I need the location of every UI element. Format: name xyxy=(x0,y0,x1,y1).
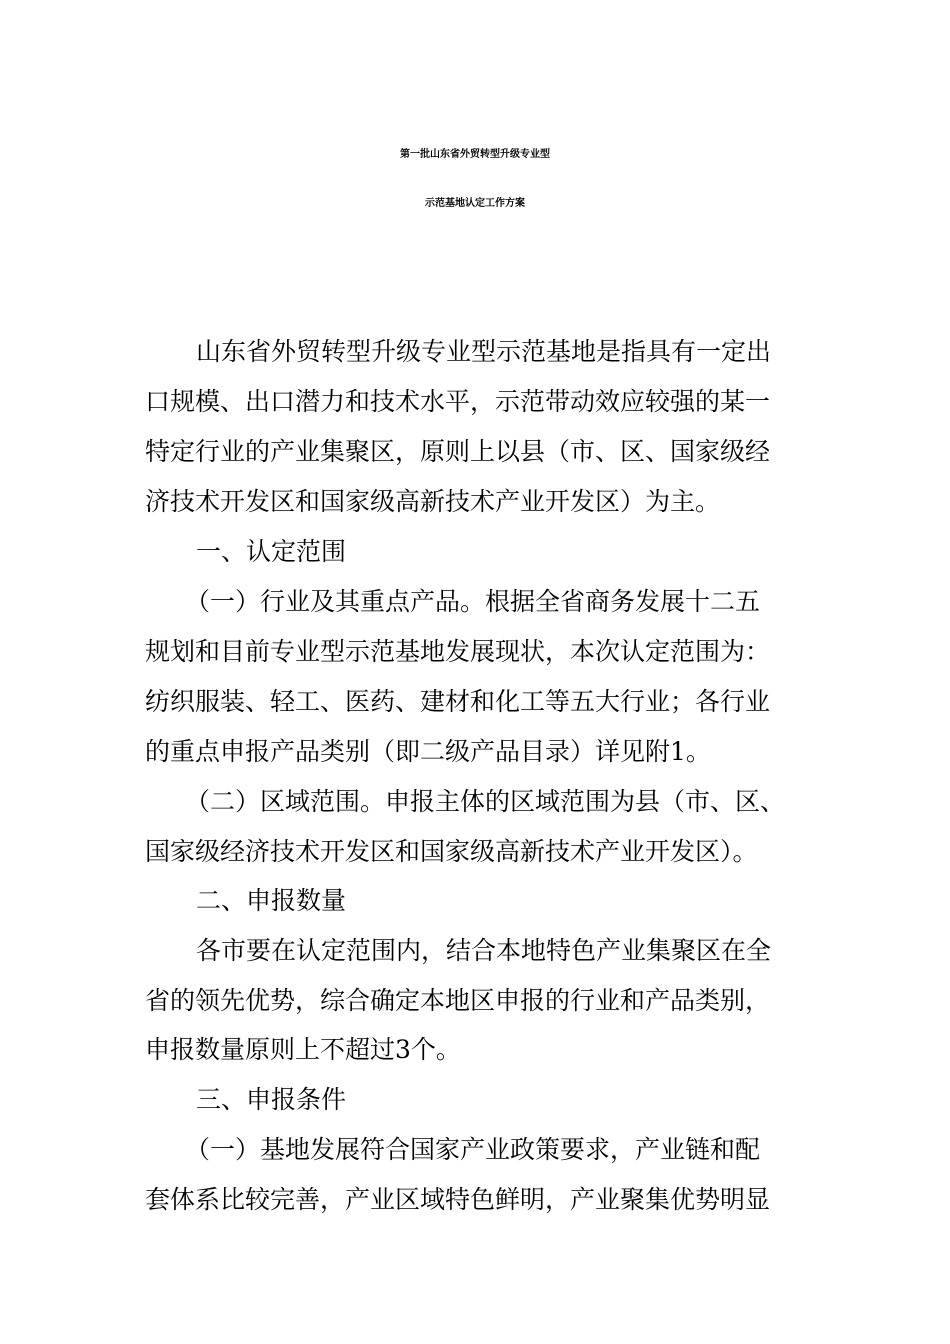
section-1-item-2-line-2: 国家级经济技术开发区和国家级高新技术产业开发区）。 xyxy=(145,837,758,866)
section-2-line-2: 省的领先优势，综合确定本地区申报的行业和产品类别， xyxy=(145,986,771,1015)
intro-line-2: 口规模、出口潜力和技术水平，示范带动效应较强的某一 xyxy=(145,387,771,416)
intro-line-1: 山东省外贸转型升级专业型示范基地是指具有一定出 xyxy=(196,337,772,366)
section-2-line-1: 各市要在认定范围内，结合本地特色产业集聚区在全 xyxy=(196,936,772,965)
section-3-item-1-line-2: 套体系比较完善，产业区域特色鲜明，产业聚集优势明显 xyxy=(145,1185,771,1214)
section-3-item-1-line-1: （一）基地发展符合国家产业政策要求，产业链和配 xyxy=(185,1135,761,1164)
document-title-line-1: 第一批山东省外贸转型升级专业型 xyxy=(400,149,550,160)
section-1-item-1-line-1: （一）行业及其重点产品。根据全省商务发展十二五 xyxy=(185,587,761,616)
section-2-line-3: 申报数量原则上不超过3个。 xyxy=(145,1035,461,1064)
section-1-item-1-line-2: 规划和目前专业型示范基地发展现状，本次认定范围为： xyxy=(145,637,771,666)
intro-line-4: 济技术开发区和国家级高新技术产业开发区）为主。 xyxy=(145,487,721,516)
section-1-item-2-line-1: （二）区域范围。申报主体的区域范围为县（市、区、 xyxy=(185,787,786,816)
section-3-heading: 三、申报条件 xyxy=(196,1085,347,1114)
document-title-line-2: 示范基地认定工作方案 xyxy=(425,198,525,209)
section-1-item-1-line-4: 的重点申报产品类别（即二级产品目录）详见附1。 xyxy=(145,737,711,766)
section-1-item-1-line-3: 纺织服装、轻工、医药、建材和化工等五大行业；各行业 xyxy=(145,687,771,716)
intro-line-3: 特定行业的产业集聚区，原则上以县（市、区、国家级经 xyxy=(145,437,771,466)
section-2-heading: 二、申报数量 xyxy=(196,886,347,915)
section-1-heading: 一、认定范围 xyxy=(196,537,347,566)
